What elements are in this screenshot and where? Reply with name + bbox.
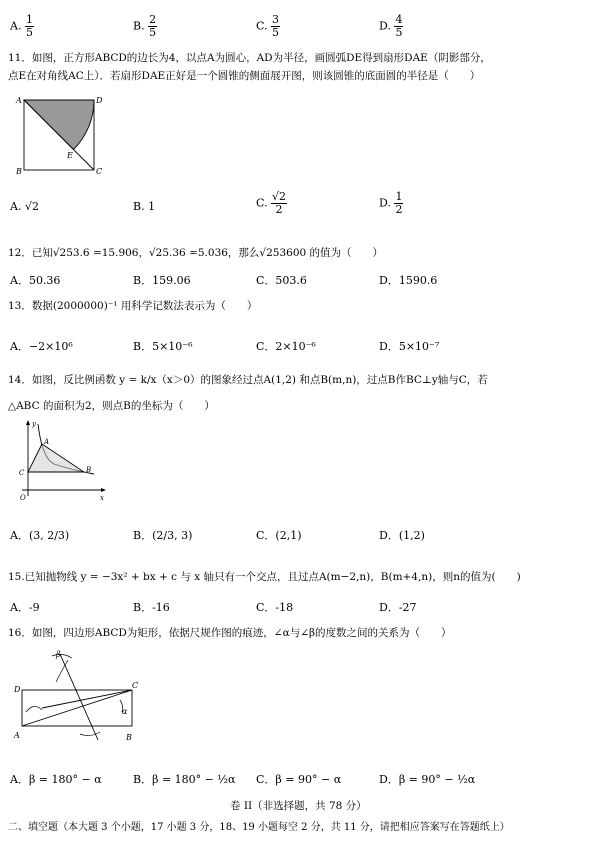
numerator: 4 [395, 13, 403, 26]
denominator: 2 [395, 203, 403, 216]
arc-mark [80, 732, 100, 736]
perpendicular-bisector [60, 654, 98, 740]
fraction [394, 191, 403, 216]
q16-option-d: D．β = 90° − ½α [379, 773, 476, 786]
label-y: y [32, 420, 36, 428]
option-label: A. [10, 19, 22, 33]
q14-option-d: D．(1,2) [379, 529, 425, 542]
q11-option-d [379, 191, 403, 216]
label-beta: β [56, 650, 61, 659]
arc-mark [26, 706, 42, 712]
q14-line2: △ABC 的面积为2，则点B的坐标为（ ） [8, 400, 215, 412]
section-title: 卷 II（非选择题，共 78 分） [230, 800, 367, 812]
numerator: 3 [272, 13, 280, 26]
q11-line1: 11．如图，正方形ABCD的边长为4，以点A为圆心，AD为半径，画圆弧DE得到扇形DAE（阴影部分， [8, 52, 491, 64]
denominator: 5 [149, 26, 157, 39]
option-label: C. [256, 196, 268, 210]
q10-option-a [10, 14, 34, 39]
option-label: A. [10, 200, 22, 213]
q16-stem: 16．如图，四边形ABCD为矩形，依据尺规作图的痕迹，∠α与∠β的度数之间的关系为（ ） [8, 627, 452, 639]
q14-option-a: A．(3, 2/3) [10, 529, 70, 542]
denominator: 5 [395, 26, 403, 39]
label-b: B [86, 466, 92, 474]
label-c: C [96, 167, 103, 176]
numerator: 1 [395, 190, 403, 203]
q14-option-b: B．(2/3, 3) [133, 529, 193, 542]
numerator: 2 [149, 13, 157, 26]
q15-option-d: D．-27 [379, 601, 417, 614]
label-x: x [100, 494, 104, 502]
q16-option-a: A．β = 180° − α [10, 773, 102, 786]
numerator: √2 [272, 190, 287, 203]
q11-option-c [256, 191, 287, 216]
q14-option-c: C．(2,1) [256, 529, 302, 542]
fraction [148, 14, 157, 39]
label-c: C [132, 681, 139, 690]
q13-option-c: C．2×10⁻⁶ [256, 340, 316, 353]
q10-option-d [379, 14, 403, 39]
q10-option-b [133, 14, 157, 39]
q14-line1: 14．如图，反比例函数 y = k/x（x＞0）的图象经过点A(1,2) 和点B(m,n)，过点B作BC⊥y轴与C，若 [8, 374, 488, 386]
section-part2-heading: 二、填空题（本大题 3 个小题，17 小题 3 分，18、19 小题每空 2 分，共 11 分，请把相应答案写在答题纸上） [8, 822, 510, 833]
sector-shaded [24, 100, 94, 150]
q12-stem: 12．已知√253.6 =15.906，√25.36 =5.036，那么√253600 的值为（ ） [8, 247, 384, 259]
label-o: O [20, 494, 26, 502]
q13-option-d: D．5×10⁻⁷ [379, 340, 440, 353]
label-c: C [19, 469, 25, 477]
denominator: 5 [25, 26, 33, 39]
fraction [271, 191, 287, 216]
angle-bisector [42, 690, 132, 708]
q16-figure [12, 648, 142, 744]
option-value: 1 [148, 200, 156, 213]
q13-option-b: B．5×10⁻⁶ [133, 340, 193, 353]
denominator: 2 [275, 203, 283, 216]
option-value: √2 [24, 200, 39, 213]
q15-option-b: B．-16 [133, 601, 170, 614]
q15-option-c: C．-18 [256, 601, 294, 614]
q14-figure [12, 418, 108, 502]
label-b: B [126, 733, 132, 742]
fraction [25, 14, 34, 39]
fraction [394, 14, 403, 39]
q12-option-b: B．159.06 [133, 274, 191, 287]
denominator: 5 [272, 26, 280, 39]
label-d: D [96, 96, 103, 105]
option-label: B. [133, 200, 145, 213]
numerator: 1 [25, 13, 33, 26]
q12-option-c: C．503.6 [256, 274, 307, 287]
label-b: B [16, 167, 22, 176]
label-d: D [14, 685, 21, 694]
q11-option-b [133, 200, 155, 213]
q13-stem: 13．数据(2000000)⁻¹ 用科学记数法表示为（ ） [8, 300, 258, 312]
q13-option-a: A．−2×10⁶ [10, 340, 73, 353]
q16-option-c: C．β = 90° − α [256, 773, 342, 786]
q12-option-a: A．50.36 [10, 274, 61, 287]
option-label: B. [133, 19, 145, 33]
label-a: A [44, 438, 50, 446]
diagonal-ac [22, 690, 132, 726]
label-a: A [16, 96, 22, 105]
label-e: E [67, 151, 73, 160]
option-label: D. [379, 196, 391, 210]
option-label: C. [256, 19, 268, 33]
q16-option-b: B．β = 180° − ½α [133, 773, 236, 786]
label-alpha: α [122, 707, 128, 716]
q10-option-c [256, 14, 280, 39]
q11-option-a [10, 200, 39, 213]
q11-figure [14, 94, 106, 176]
triangle-abc [28, 444, 84, 472]
q12-option-d: D．1590.6 [379, 274, 438, 287]
q15-stem: 15.已知抛物线 y = −3x² + bx + c 与 x 轴只有一个交点，且过点A(m−2,n)，B(m+4,n)，则n的值为( ) [8, 571, 521, 583]
label-a: A [14, 731, 20, 740]
fraction [271, 14, 280, 39]
q11-line2: 点E在对角线AC上）．若扇形DAE正好是一个圆锥的侧面展开图，则该圆锥的底面圆的半径是（ ） [8, 70, 481, 82]
option-label: D. [379, 19, 391, 33]
q15-option-a: A．-9 [10, 601, 40, 614]
arc-mark [56, 660, 68, 682]
